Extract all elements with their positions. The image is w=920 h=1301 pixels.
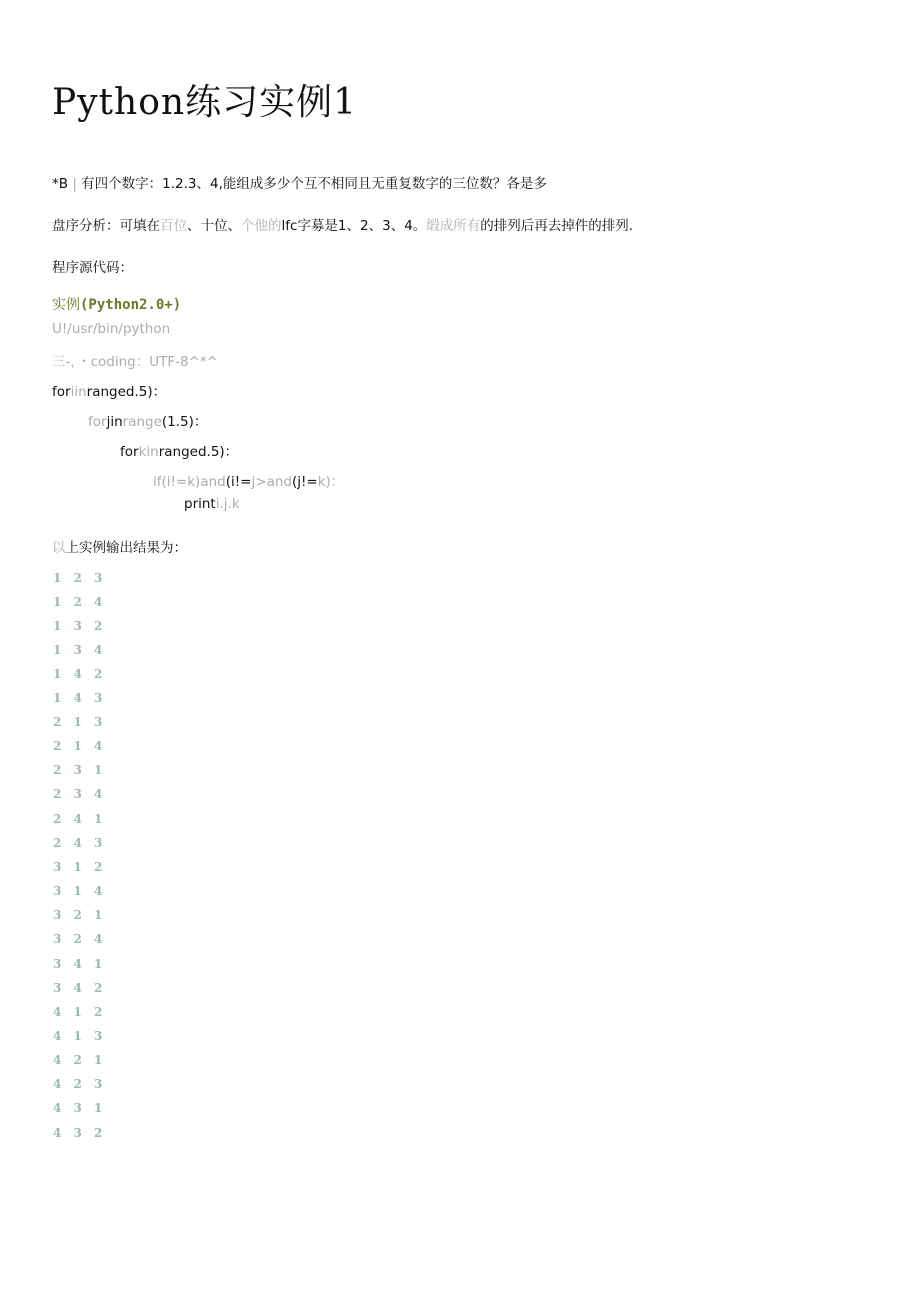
code-token: k <box>138 444 147 460</box>
analysis-part: 盘序分析：可填在 <box>52 218 160 234</box>
code-token: in <box>146 444 159 460</box>
result-row: 1 3 2 <box>53 619 107 633</box>
source-code-label: 程序源代码： <box>52 260 133 276</box>
result-row: 2 4 1 <box>53 812 107 826</box>
result-row: 1 3 4 <box>53 643 107 657</box>
result-row: 2 1 3 <box>53 715 107 729</box>
analysis-part: lfc字募是1、2、3、4。 <box>281 218 427 234</box>
code-line-3 <box>120 440 238 460</box>
result-row: 4 3 2 <box>53 1126 107 1140</box>
page-title: Python练习实例1 <box>52 82 357 123</box>
code-token: j> <box>251 474 267 490</box>
result-row: 2 1 4 <box>53 739 107 753</box>
problem-text: 有四个数字：1.2.3、4,能组成多少个互不相同且无重复数字的三位数？各是多 <box>81 176 547 192</box>
code-token: ranged.5)： <box>158 444 239 460</box>
code-token: (j!= <box>291 474 318 490</box>
example-heading <box>52 294 181 314</box>
analysis-paragraph <box>52 214 633 234</box>
result-row: 1 4 2 <box>53 667 107 681</box>
result-row: 3 4 1 <box>53 957 107 971</box>
analysis-part: 缎成所有 <box>426 218 481 234</box>
result-row: 3 1 2 <box>53 860 107 874</box>
code-token: in <box>74 384 87 400</box>
result-row: 2 3 1 <box>53 763 107 777</box>
code-token: for <box>88 414 107 430</box>
output-label-part: 以 <box>52 540 66 556</box>
code-token: k)： <box>317 474 345 490</box>
code-token: i.j.k <box>215 496 240 512</box>
code-line-5 <box>184 496 240 512</box>
result-row: 1 2 4 <box>53 595 107 609</box>
problem-prefix: *B <box>52 176 69 192</box>
code-token: print <box>184 496 216 512</box>
result-row: 3 1 4 <box>53 884 107 898</box>
code-token: in <box>110 414 123 430</box>
analysis-part: 百位 <box>160 218 187 234</box>
result-row: 3 2 1 <box>53 908 107 922</box>
result-row: 2 3 4 <box>53 787 107 801</box>
code-line-2 <box>88 410 207 430</box>
code-line-4 <box>153 470 344 490</box>
result-row: 2 4 3 <box>53 836 107 850</box>
output-label-part: 上实例输出结果为： <box>65 540 187 556</box>
code-token: for <box>52 384 71 400</box>
result-row: 4 1 2 <box>53 1005 107 1019</box>
example-heading-cn: 实例 <box>52 297 80 313</box>
code-line-1 <box>52 380 166 400</box>
code-token: and <box>200 474 226 490</box>
code-token: (1.5)： <box>161 414 208 430</box>
code-token: ranged.5)： <box>86 384 167 400</box>
analysis-part: 个他的 <box>241 218 282 234</box>
result-row: 1 2 3 <box>53 571 107 585</box>
result-row: 3 2 4 <box>53 932 107 946</box>
result-row: 3 4 2 <box>53 981 107 995</box>
code-coding: 三-，・coding：UTF-8^*^ <box>52 354 218 370</box>
code-token: range <box>122 414 162 430</box>
result-row: 4 2 3 <box>53 1077 107 1091</box>
code-token: and <box>266 474 292 490</box>
code-token: for <box>120 444 139 460</box>
code-token: j <box>106 414 111 430</box>
output-label <box>52 536 187 556</box>
result-row: 1 4 3 <box>53 691 107 705</box>
analysis-part: 的排列后再去掉件的排列. <box>480 218 634 234</box>
example-heading-version: (Python2.0+) <box>80 297 182 313</box>
result-row: 4 2 1 <box>53 1053 107 1067</box>
problem-separator: | <box>72 176 77 192</box>
code-token: if(i!=k) <box>153 474 201 490</box>
code-shebang: U!/usr/bin/python <box>52 321 171 337</box>
result-row: 4 3 1 <box>53 1101 107 1115</box>
code-token: (i!= <box>225 474 252 490</box>
result-row: 4 1 3 <box>53 1029 107 1043</box>
problem-statement <box>52 172 547 192</box>
code-token: i <box>70 384 75 400</box>
analysis-part: 、十位、 <box>187 218 241 234</box>
